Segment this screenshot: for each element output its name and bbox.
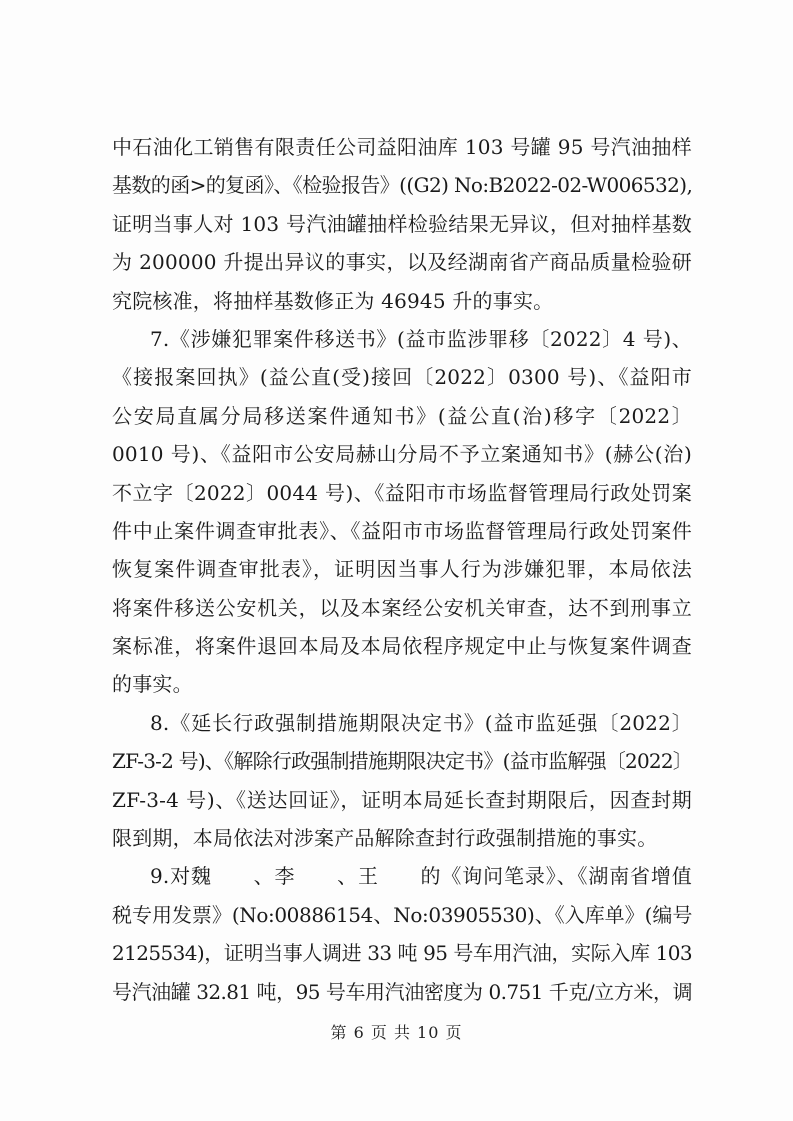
text-line: 件中止案件调查审批表》、《益阳市市场监督管理局行政处罚案件 bbox=[112, 518, 692, 543]
text-line: 的事实。 bbox=[112, 672, 193, 697]
text-line: 税专用发票》(No:00886154、No:03905530)、《入库单》(编号 bbox=[112, 902, 692, 927]
text-line: 恢复案件调查审批表》，证明因当事人行为涉嫌犯罪，本局依法 bbox=[112, 557, 692, 582]
text-line: 究院核准，将抽样基数修正为 46945 升的事实。 bbox=[112, 288, 554, 313]
text-line: 2125534)，证明当事人调进 33 吨 95 号车用汽油，实际入库 103 bbox=[112, 941, 692, 966]
text-line: 9.对魏 、李 、王 的《询问笔录》、《湖南省增值 bbox=[150, 864, 692, 889]
page-number-footer: 第 6 页 共 10 页 bbox=[330, 1023, 463, 1042]
text-line: 7.《涉嫌犯罪案件移送书》(益市监涉罪移〔2022〕4 号)、 bbox=[150, 326, 692, 351]
text-line: 限到期，本局依法对涉案产品解除查封行政强制措施的事实。 bbox=[112, 826, 658, 851]
text-line: 《接报案回执》(益公直(受)接回〔2022〕0300 号)、《益阳市 bbox=[112, 365, 692, 390]
text-line: 证明当事人对 103 号汽油罐抽样检验结果无异议，但对抽样基数 bbox=[112, 211, 692, 236]
text-line: 为 200000 升提出异议的事实，以及经湖南省产商品质量检验研 bbox=[112, 250, 692, 275]
text-line: 中石油化工销售有限责任公司益阳油库 103 号罐 95 号汽油抽样 bbox=[112, 135, 692, 159]
text-line: ZF-3-4 号)、《送达回证》，证明本局延长查封期限后，因查封期 bbox=[112, 787, 692, 812]
text-line: 不立字〔2022〕0044 号)、《益阳市市场监督管理局行政处罚案 bbox=[112, 480, 692, 505]
text-line: 8.《延长行政强制措施期限决定书》(益市监延强〔2022〕 bbox=[150, 710, 692, 735]
text-line: ZF-3-2 号)、《解除行政强制措施期限决定书》(益市监解强〔2022〕 bbox=[112, 749, 692, 774]
text-line: 将案件移送公安机关，以及本案经公安机关审查，达不到刑事立 bbox=[112, 595, 692, 620]
text-line: 基数的函>的复函》、《检验报告》((G2) No:B2022-02-W006532), bbox=[112, 173, 693, 198]
text-line: 号汽油罐 32.81 吨，95 号车用汽油密度为 0.751 千克/立方米，调 bbox=[112, 979, 692, 1004]
document-body bbox=[112, 128, 692, 1011]
text-line: 案标准，将案件退回本局及本局依程序规定中止与恢复案件调查 bbox=[112, 634, 692, 659]
text-line: 0010 号)、《益阳市公安局赫山分局不予立案通知书》(赫公(治) bbox=[112, 442, 692, 467]
text-line: 公安局直属分局移送案件通知书》(益公直(治)移字〔2022〕 bbox=[112, 403, 692, 428]
